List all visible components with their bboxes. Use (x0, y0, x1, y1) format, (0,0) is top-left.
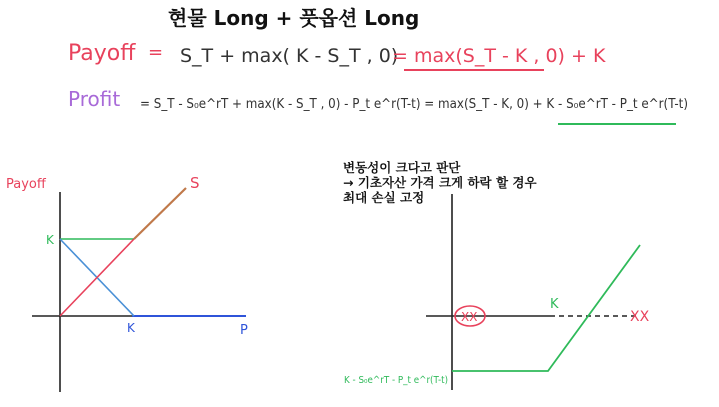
left-y-label: Payoff (6, 177, 46, 192)
profit-formula: = S_T - S₀e^rT + max(K - S_T , 0) - P_t e^r(T-t) = max(S_T - K, 0) + K - S₀e^rT - P_t e^r(T-t) (140, 97, 688, 112)
left-k-x-label: K (127, 321, 135, 335)
strategy-note-line-3: 최대 손실 고정 (343, 190, 425, 205)
left-x-end-label: P (240, 323, 248, 338)
strategy-note-line-1: 변동성이 크다고 판단 (343, 160, 461, 175)
strategy-note-line-2: → 기초자산 가격 크게 하락 할 경우 (343, 175, 537, 190)
left-combined-line (134, 188, 186, 239)
left-k-y-label: K (46, 233, 54, 247)
strategy-note (343, 160, 537, 205)
profit-label: Profit (68, 87, 121, 111)
right-circled-label: XX (461, 310, 478, 324)
payoff-rhs: = max(S_T - K , 0) + K (392, 45, 606, 67)
payoff-equals: = (148, 42, 164, 63)
left-spot-label: S (190, 174, 200, 192)
right-end-label: XX (630, 309, 650, 325)
right-floor-label: K - S₀e^rT - P_t e^r(T-t) (344, 375, 449, 386)
right-k-label: K (550, 297, 559, 312)
payoff-terms: S_T + max( K - S_T , 0) (180, 45, 399, 67)
payoff-label: Payoff (68, 41, 136, 66)
page-title: 현물 Long + 풋옵션 Long (168, 6, 420, 30)
